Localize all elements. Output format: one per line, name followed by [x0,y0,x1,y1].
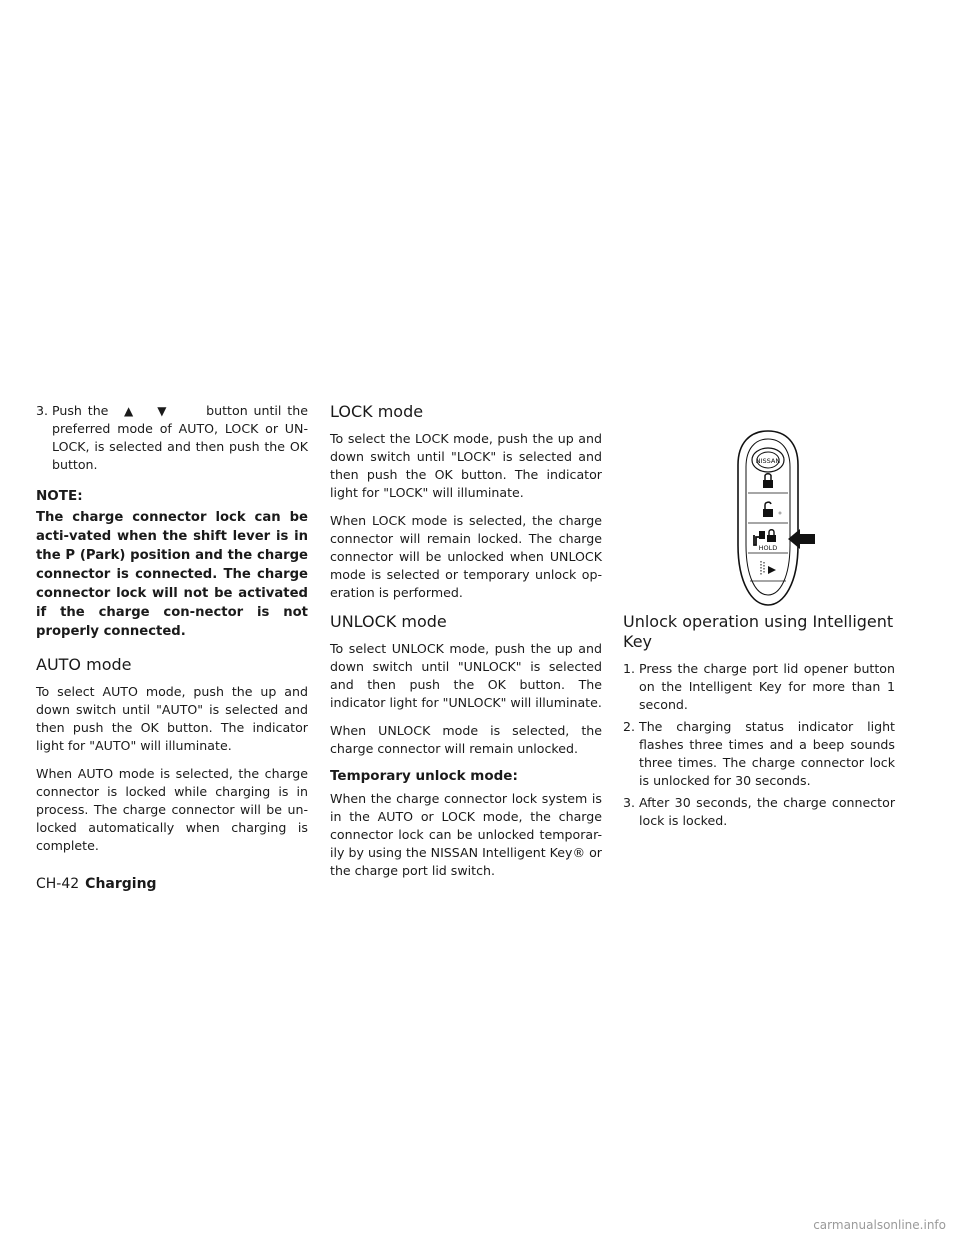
unlock-mode-heading: UNLOCK mode [330,612,447,631]
list-item [623,794,895,830]
step-text-post: button until the preferred mode of AUTO, LOCK or UN-LOCK, is selected and then push the OK button. [52,403,308,472]
down-arrow-icon: ▼ [157,404,191,418]
list-item [623,660,895,714]
list-item [623,718,895,790]
column-middle [330,402,602,890]
section-name: Charging [85,876,157,892]
auto-mode-paragraph-1: To select AUTO mode, push the up and down switch until "AUTO" is selected and then push the OK button. The indicator light for "AUTO" will illuminate. [36,684,308,753]
note-body: The charge connector lock can be acti-vated when the shift lever is in the P (Park) position and the charge connector is connected. The charge connector lock will not be activated if the charge con-nector is not properly connected. [36,510,308,639]
step-number: 3. [623,795,636,810]
step-3 [36,402,308,474]
lock-mode-paragraph-2: When LOCK mode is selected, the charge connector will remain locked. The charge connector will be unlocked when UNLOCK mode is selected or temporary unlock op-eration is performed. [330,513,602,600]
column-right [623,612,895,834]
up-down-arrows [114,402,200,420]
hold-label: HOLD [758,544,778,552]
temporary-unlock-paragraph: When the charge connector lock system is in the AUTO or LOCK mode, the charge connector lock can be unlocked temporar-ily by using the NISSAN Intelligent Key® or the charge port lid switch. [330,791,602,878]
step-text: After 30 seconds, the charge connector lock is locked. [639,795,895,828]
step-number: 1. [623,661,636,676]
intelligent-key-figure [720,425,840,610]
lock-mode-heading: LOCK mode [330,402,424,421]
temporary-unlock-heading: Temporary unlock mode: [330,768,518,784]
page-number: CH-42 [36,876,80,892]
column-left [36,402,308,865]
up-arrow-icon: ▲ [124,404,158,418]
lock-mode-paragraph-1: To select the LOCK mode, push the up and down switch until "LOCK" is selected and then push the OK button. The indicator light for "LOCK" will illuminate. [330,431,602,500]
brand-logo: NISSAN [755,457,781,465]
step-number: 3. [36,403,49,418]
auto-mode-heading: AUTO mode [36,655,132,674]
page-footer [36,876,157,892]
auto-mode-paragraph-2: When AUTO mode is selected, the charge connector is locked while charging is in process. The charge connector will be un-locked automatically when charging is complete. [36,766,308,853]
step-text-pre: Push the [52,403,109,418]
watermark-link[interactable]: carmanualsonline.info [813,1218,946,1232]
unlock-mode-paragraph-1: To select UNLOCK mode, push the up and down switch until "UNLOCK" is selected and then push the OK button. The indicator light for "UNLOCK" will illuminate. [330,641,602,710]
note-title: NOTE: [36,488,83,504]
step-text: Press the charge port lid opener button on the Intelligent Key for more than 1 second. [639,661,895,712]
step-number: 2. [623,719,636,734]
intelligent-key-illustration [720,425,840,610]
step-text: The charging status indicator light flashes three times and a beep sounds three times. The charge connector lock is unlocked for 30 seconds. [639,719,895,788]
unlock-operation-heading: Unlock operation using Intelligent Key [623,612,894,651]
unlock-mode-paragraph-2: When UNLOCK mode is selected, the charge connector will remain unlocked. [330,723,602,756]
